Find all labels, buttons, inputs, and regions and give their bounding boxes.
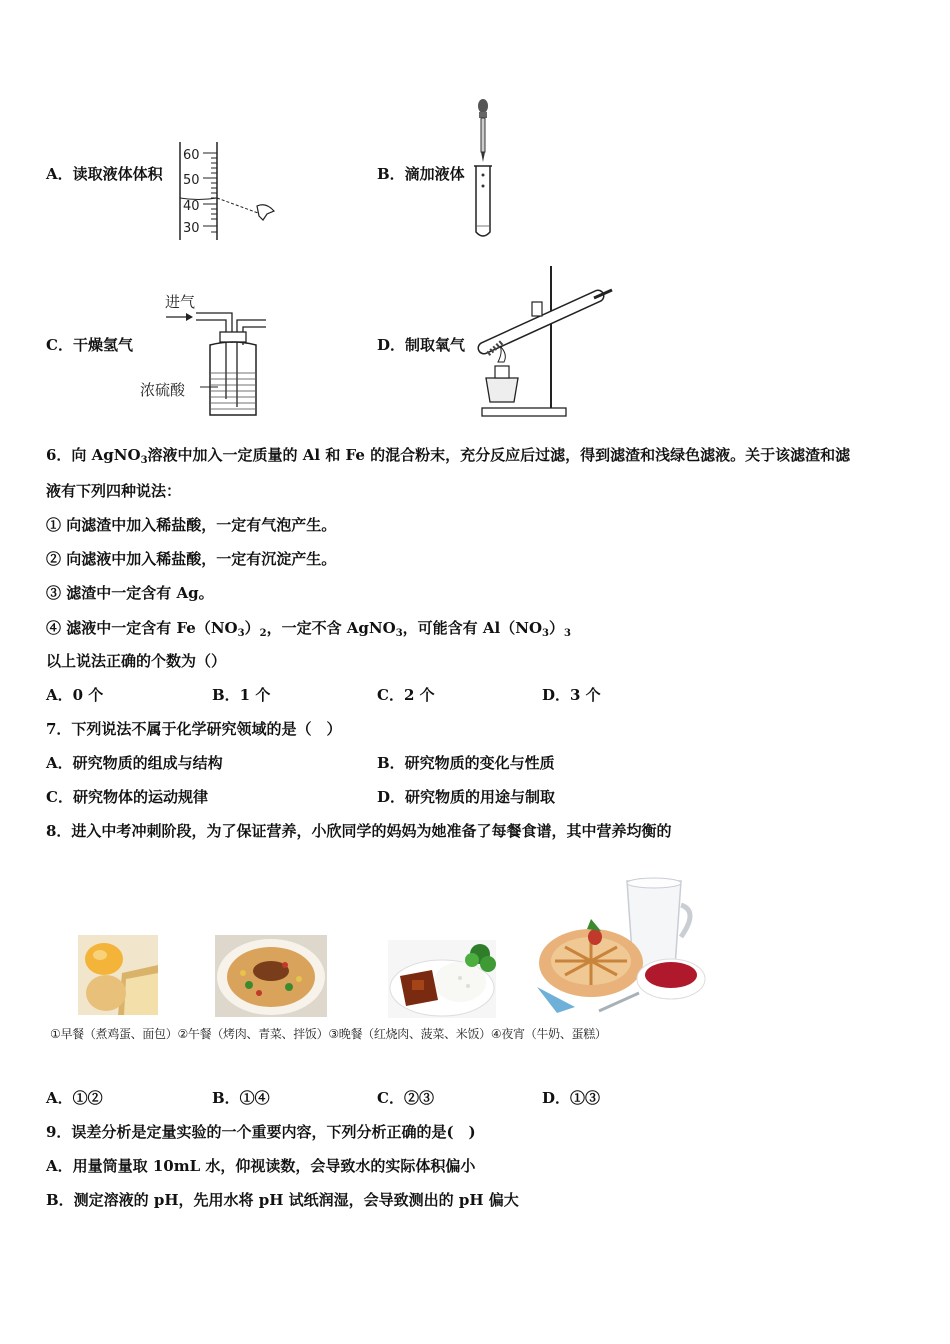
q6-option-a: A．0 个 <box>46 686 104 704</box>
q6-option-d: D．3 个 <box>542 686 601 704</box>
q6-statement-4: ④ 滤液中一定含有 $Fe(NO_3)_2$，一定不含 AgNO$_3$，可能含有 $Al(NO_3)_3$ <box>46 619 571 639</box>
q8-option-b: B．①④ <box>212 1089 270 1107</box>
acid-label: 浓硫酸 <box>140 381 186 399</box>
q6-option-b: B．1 个 <box>212 686 271 704</box>
cylinder-tick-60: 60 <box>183 148 200 163</box>
graduated-cylinder-figure <box>175 140 280 242</box>
lunch-photo <box>215 935 327 1017</box>
q8-option-c: C．②③ <box>377 1089 434 1107</box>
cylinder-tick-50: 50 <box>183 173 200 188</box>
q8-option-a: A．①② <box>46 1089 103 1107</box>
q8-option-d: D．①③ <box>542 1089 601 1107</box>
q8-stem: 8．进入中考冲刺阶段，为了保证营养，小欣同学的妈妈为她准备了每餐食谱，其中营养均衡的 <box>46 822 672 840</box>
q5-option-c: C．干燥氢气 <box>46 336 133 354</box>
q6-stem-line2: 液有下列四种说法： <box>46 482 182 500</box>
q9-option-a: A．用量筒量取 10mL 水，仰视读数，会导致水的实际体积偏小 <box>46 1157 476 1175</box>
q5-option-d: D．制取氧气 <box>377 336 466 354</box>
q6-statement-3: ③ 滤渣中一定含有 Ag。 <box>46 584 214 602</box>
breakfast-photo <box>78 935 158 1015</box>
q7-option-b: B．研究物质的变化与性质 <box>377 754 555 772</box>
q7-stem: 7．下列说法不属于化学研究领域的是（ ） <box>46 720 342 738</box>
cylinder-tick-30: 30 <box>183 221 200 236</box>
q8-menu-caption: ①早餐（煮鸡蛋、面包）②午餐（烤肉、青菜、拌饭）③晚餐（红烧肉、菠菜、米饭）④夜宵（牛奶、蛋糕） <box>50 1027 607 1041</box>
q7-option-c: C．研究物体的运动规律 <box>46 788 208 806</box>
q7-option-a: A．研究物质的组成与结构 <box>46 754 223 772</box>
eye-icon <box>257 205 274 220</box>
q6-option-c: C．2 个 <box>377 686 435 704</box>
q9-stem: 9．误差分析是定量实验的一个重要内容，下列分析正确的是( ) <box>46 1123 476 1141</box>
dinner-photo <box>388 940 496 1018</box>
q5-option-b: B．滴加液体 <box>377 165 465 183</box>
q7-option-d: D．研究物质的用途与制取 <box>377 788 556 806</box>
q6-stem-line1: 6．向 AgNO$_3$溶液中加入一定质量的 Al 和 Fe 的混合粉末，充分反应后过滤，得到滤渣和浅绿色滤液。关于该滤渣和滤 <box>46 446 851 466</box>
q5-option-a: A．读取液体体积 <box>46 165 163 183</box>
q6-statement-2: ② 向滤液中加入稀盐酸，一定有沉淀产生。 <box>46 550 337 568</box>
gas-washing-bottle-figure <box>140 287 275 419</box>
q6-question: 以上说法正确的个数为（） <box>46 652 227 670</box>
gas-in-label: 进气 <box>165 293 196 311</box>
late-night-snack-photo <box>535 875 710 1017</box>
q6-statement-1: ① 向滤渣中加入稀盐酸，一定有气泡产生。 <box>46 516 337 534</box>
cylinder-tick-40: 40 <box>183 199 200 214</box>
oxygen-generation-apparatus-figure <box>470 262 615 420</box>
q9-option-b: B．测定溶液的 pH，先用水将 pH 试纸润湿，会导致测出的 pH 偏大 <box>46 1191 519 1209</box>
dropper-test-tube-figure <box>470 98 500 242</box>
